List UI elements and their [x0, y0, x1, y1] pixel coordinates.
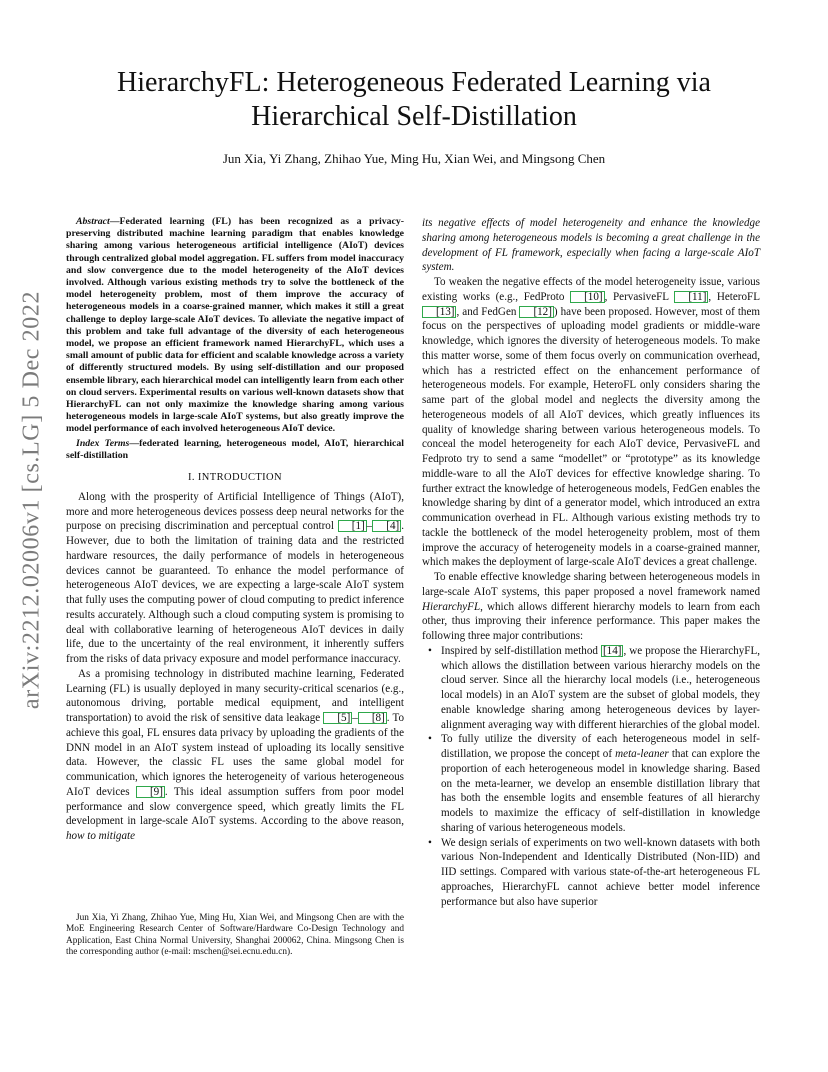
citation-link[interactable]: [4]: [372, 520, 401, 532]
list-item: [422, 836, 760, 910]
section-heading: I. INTRODUCTION: [187, 472, 283, 484]
proposal-text-b: , which allows different hierarchy models to learn from each other, thus improving their inference performance. This paper makes the following three major contributions:: [422, 600, 760, 642]
proposal-text-a: To enable effective knowledge sharing between heterogeneous models in large-scale AIoT systems, this paper proposed a novel framework named: [422, 571, 760, 598]
citation-link[interactable]: [11]: [674, 291, 708, 303]
index-terms-label: Index Terms: [76, 437, 130, 449]
citation-link[interactable]: [9]: [136, 786, 165, 798]
right-column: [422, 216, 760, 909]
italic-continuation: its negative effects of model heterogeneity and enhance the knowledge sharing among heterogeneous models is becoming a great challenge in the development of FL framework, especially when facing a large-scale AIoT system.: [422, 217, 760, 274]
paper-title: [70, 66, 758, 134]
abstract-label: Abstract: [76, 216, 110, 227]
author-footnote: Jun Xia, Yi Zhang, Zhihao Yue, Ming Hu, Xian Wei, and Mingsong Chen are with the MoE Engineering Research Center of Software/Hardware Co-Design Technology and Application, East China Normal University, Shanghai 200062, China. Mingsong Chen is the corresponding author (e-mail: mschen@sei.ecnu.edu.cn).: [66, 913, 404, 958]
citation-link[interactable]: [5]: [323, 712, 352, 724]
list-item: [422, 644, 760, 733]
related-work-paragraph: To weaken the negative effects of the model heterogeneity issue, various existing works (e.g., FedProto [10] , PervasiveFL [11] , HeteroFL [13] , and FedGen [12] ) have been proposed. However, most of them focus on the perspectives of uploading model gradients or middle-ware knowledge, which ignores the diversity of heterogeneous models. To make this matter worse, some of them focus overly on communication overhead, which has a restricted effect on the enhancement performance of heterogeneous models. For example, HeteroFL only considers sharing the same part of the global model and neglects the diversity among the heterogeneous models of all AIoT devices, which greatly influences its quality of knowledge sharing between various heterogeneous models. To conceal the model heterogeneity for each AIoT device, PervasiveFL and Fedproto try to send a same “modellet” or “prototype” as its knowledge middle-ware to all the AIoT devices for effective knowledge sharing. To further extract the knowledge of heterogeneous models, FedGen enables the knowledge sharing by dint of a generator model, which introduced an extra communication overhead in FL. Although various existing methods try to tackle the bottleneck of the model heterogeneity problem, most of them improve the accuracy of heterogeneity models in a coarse-grained manner, which makes the deployment of large-scale AIoT devices a great challenge.: [422, 276, 760, 569]
meta-leaner-term: meta-leaner: [615, 748, 669, 760]
contribution-list: [422, 644, 760, 910]
arxiv-identifier: arXiv:2212.02006v1 [cs.LG] 5 Dec 2022: [18, 290, 45, 710]
index-terms-text: —federated learning, heterogeneous model, AIoT, hierarchical self-distillation: [66, 437, 404, 461]
intro-paragraph-2: [66, 667, 404, 844]
citation-link[interactable]: [12]: [519, 306, 553, 318]
contribution-3: We design serials of experiments on two well-known datasets with both various Non-Independent and Identically Distributed (Non-IID) and IID settings. Compared with various state-of-the-art heterogeneous FL approaches, HierarchyFL cannot achieve better model inference performance but also have superior: [441, 836, 760, 908]
framework-name: HierarchyFL: [422, 600, 481, 613]
contribution-2-b: that can explore the proportion of each heterogeneous model in knowledge sharing. Based on the meta-learner, we develop an ensemble distillation library that has both the ensemble logits and ensemble features of all hierarchy models to maximize the efficacy of self-distillation in knowledge sharing of various heterogeneous models.: [441, 748, 760, 834]
proposal-paragraph: [422, 570, 760, 644]
title-line-1: HierarchyFL: Heterogeneous Federated Learning via: [117, 67, 711, 98]
arxiv-stamp: [12, 290, 52, 710]
bullet-icon: •: [428, 644, 432, 657]
citation-link[interactable]: [10]: [570, 291, 604, 303]
index-terms: [66, 438, 404, 462]
citation-link[interactable]: [13]: [422, 306, 456, 318]
contribution-2-a: To fully utilize the diversity of each heterogeneous model in self-distillation, we propose the concept of: [441, 733, 760, 760]
list-item: [422, 732, 760, 835]
citation-link[interactable]: [14]: [602, 644, 622, 657]
intro-paragraph-1: Along with the prosperity of Artificial Intelligence of Things (AIoT), more and more heterogeneous devices possess deep neural networks for the purpose on precising discrimination and perceptual control [1] – [4] . However, due to both the limitation of training data and the restricted hardware resources, the daily performance of models in heterogeneous devices cannot be guaranteed. To enhance the model performance of heterogeneous AIoT devices, we are expecting a large-scale AIoT system that fully uses the computing power of cloud computing to predict inference results accurately. Although such a cloud computing system is promising to deal with collaborative learning of heterogeneous AIoT devices in daily life, due to the uncertainty of the real environment, it inherently suffers from the risks of data privacy exposure and model performance inaccuracy.: [66, 490, 404, 666]
title-line-2: Hierarchical Self-Distillation: [251, 101, 577, 132]
abstract-text: —Federated learning (FL) has been recognized as a privacy-preserving distributed machine learning paradigm that enables knowledge sharing among various heterogeneous artificial intelligence (AIoT) devices through centralized global model aggregation. FL suffers from model inaccuracy and slow convergence due to the model heterogeneity of the AIoT devices involved. Although various existing methods try to solve the bottleneck of the model heterogeneity problem, most of them improve the accuracy of heterogeneous models in a coarse-grained manner, which makes it still a great challenge to deploy large-scale AIoT devices. To alleviate the negative impact of this problem and take full advantage of the diversity of each heterogeneous model, we propose an efficient framework named HierarchyFL, which uses a small amount of public data for efficient and scalable knowledge across a variety of differently structured models. By using self-distillation and our proposed ensemble library, each hierarchical model can intelligently learn from each other on cloud servers. Experimental results on various well-known datasets show that HierarchyFL can not only maximize the knowledge sharing among various heterogeneous models in large-scale AIoT systems, but also greatly improve the model performance of each involved heterogeneous AIoT device.: [66, 216, 404, 435]
intro-paragraph-2-italic: how to mitigate: [66, 830, 136, 843]
citation-link[interactable]: [1]: [338, 520, 367, 532]
left-column: [66, 216, 404, 844]
author-list: Jun Xia, Yi Zhang, Zhihao Yue, Ming Hu, Xian Wei, and Mingsong Chen: [222, 151, 606, 166]
bullet-icon: •: [428, 836, 432, 849]
abstract: [66, 216, 404, 436]
citation-link[interactable]: [8]: [358, 712, 387, 724]
intro-paragraph-2-text: As a promising technology in distributed machine learning, Federated Learning (FL) is usually deployed in many security-critical scenarios (e.g., autonomous driving, portable medical equipment, and intelligent transportation) to avoid the risk of sensitive data leakage [5] – [8] . To achieve this goal, FL ensures data privacy by uploading the gradients of the DNN model in an AIoT system instead of uploading its locally sensitive data. However, the classic FL uses the same global model for communication, which ignores the heterogeneity of various heterogeneous AIoT devices [9] . This ideal assumption suffers from poor model performance and slow convergence speed, which greatly limits the FL development in large-scale AIoT systems. According to the above reason,: [66, 667, 405, 828]
bullet-icon: •: [428, 733, 432, 746]
contribution-1: Inspired by self-distillation method [14] , we propose the HierarchyFL, which allows the distillation between various hierarchy models on the cloud server. Since all the hierarchy local models (i.e., heterogeneous local models) in an AIoT system are the subset of global models, they enable knowledge sharing among heterogeneous devices by layer-alignment averaging way with different hierarchies of the global model.: [441, 644, 760, 731]
